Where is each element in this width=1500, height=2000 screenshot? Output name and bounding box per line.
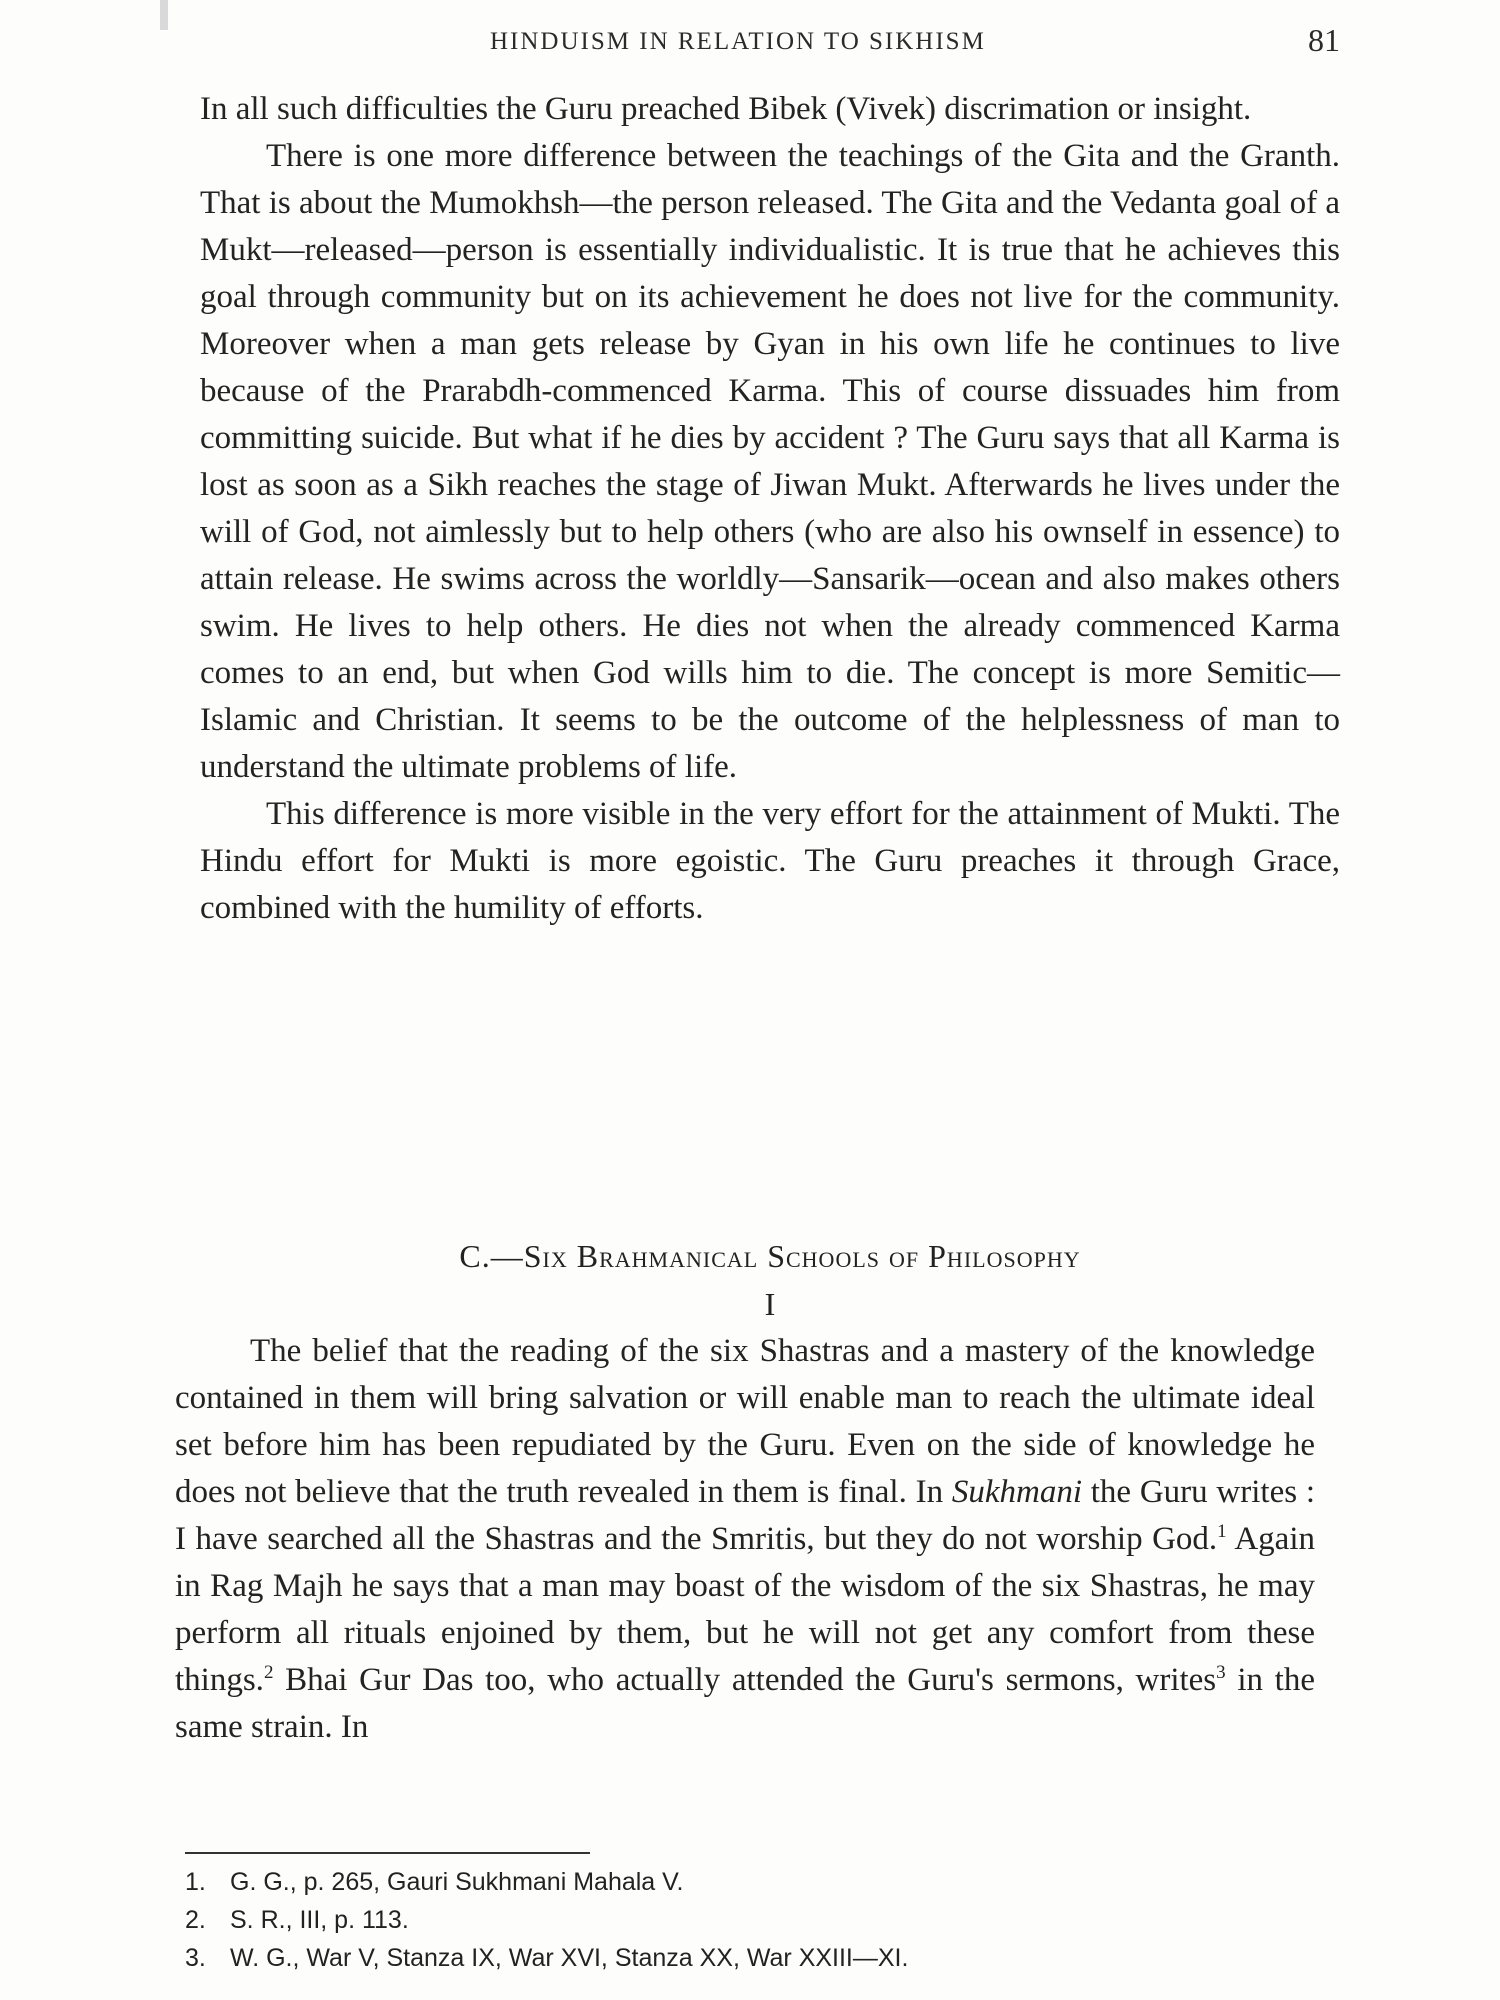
running-title: HINDUISM IN RELATION TO SIKHISM — [490, 28, 986, 55]
text-segment: Bhai Gur Das too, who actually attended the Guru's sermons, writes — [273, 1662, 1217, 1698]
footnote-item — [185, 1901, 1335, 1939]
footnote-number: 3. — [185, 1944, 206, 1972]
paragraph-continued: In all such difficulties the Guru preached Bibek (Vivek) discrimation or insight. — [200, 91, 1252, 127]
text-segment: The belief that the reading of the six Shastras and a mastery of the knowledge contained in them will bring salvation or will enable man to reach the ultimate ideal set before him has been repudiated by the Guru. Even on the side of knowledge he does not believe that the truth revealed in them is final. In — [175, 1333, 1315, 1510]
text-segment: in the same strain. In — [175, 1662, 1315, 1745]
text-segment: the Guru writes : I have searched all the Shastras and the Smritis, but they do not worship God. — [175, 1474, 1316, 1557]
paragraph-six-shastras — [175, 1328, 1315, 1751]
italic-title: Sukhmani — [951, 1474, 1082, 1510]
subsection-number: I — [764, 1286, 776, 1322]
paragraph-mukti-effort: This difference is more visible in the very effort for the attainment of Mukti. The Hindu effort for Mukti is more egoistic. The Guru preaches it through Grace, combined with the humility of efforts. — [200, 796, 1340, 926]
page-number: 81 — [1308, 22, 1340, 58]
footnote-divider — [185, 1852, 590, 1854]
page-edge-shadow — [160, 0, 168, 30]
footnote-ref-1: 1 — [1217, 1521, 1227, 1542]
footnote-item — [185, 1863, 1335, 1901]
footnote-text: G. G., p. 265, Gauri Sukhmani Mahala V. — [230, 1868, 684, 1896]
footnote-text: S. R., III, p. 113. — [230, 1906, 409, 1934]
text-segment: Again in Rag Majh he says that a man may boast of the wisdom of the six Shastras, he may perform all rituals enjoined by them, but he will not get any comfort from these things. — [175, 1521, 1316, 1698]
footnote-item — [185, 1939, 1335, 1977]
section-body-text — [175, 1328, 1315, 1751]
section-heading: C.—Six Brahmanical Schools of Philosophy — [459, 1238, 1081, 1274]
footnote-ref-2: 2 — [263, 1662, 274, 1683]
page-header — [200, 22, 1340, 62]
paragraph-mumokhsh: There is one more difference between the teachings of the Gita and the Granth. That is about the Mumokhsh—the person released. The Gita and the Vedanta goal of a Mukt—released—person is essentially individualistic. It is true that he achieves this goal through community but on its achievement he does not live for the community. Moreover when a man gets release by Gyan in his own life he continues to live because of the Prarabdh-commenced Karma. This of course dissuades him from committing suicide. But what if he dies by accident ? The Guru says that all Karma is lost as soon as a Sikh reaches the stage of Jiwan Mukt. Afterwards he lives under the will of God, not aimlessly but to help others (who are also his ownself in essence) to attain release. He swims across the worldly—Sansarik—ocean and also makes others swim. He lives to help others. He dies not when the already commenced Karma comes to an end, but when God wills him to die. The concept is more Semitic—Islamic and Christian. It seems to be the outcome of the helplessness of man to understand the ultimate problems of life. — [200, 138, 1340, 785]
main-body-text — [200, 86, 1340, 932]
footnote-text: W. G., War V, Stanza IX, War XVI, Stanza XX, War XXIII—XI. — [230, 1944, 909, 1972]
footnote-ref-3: 3 — [1216, 1662, 1226, 1683]
footnote-number: 2. — [185, 1906, 206, 1934]
footnotes — [185, 1863, 1335, 1977]
footnote-number: 1. — [185, 1868, 206, 1896]
